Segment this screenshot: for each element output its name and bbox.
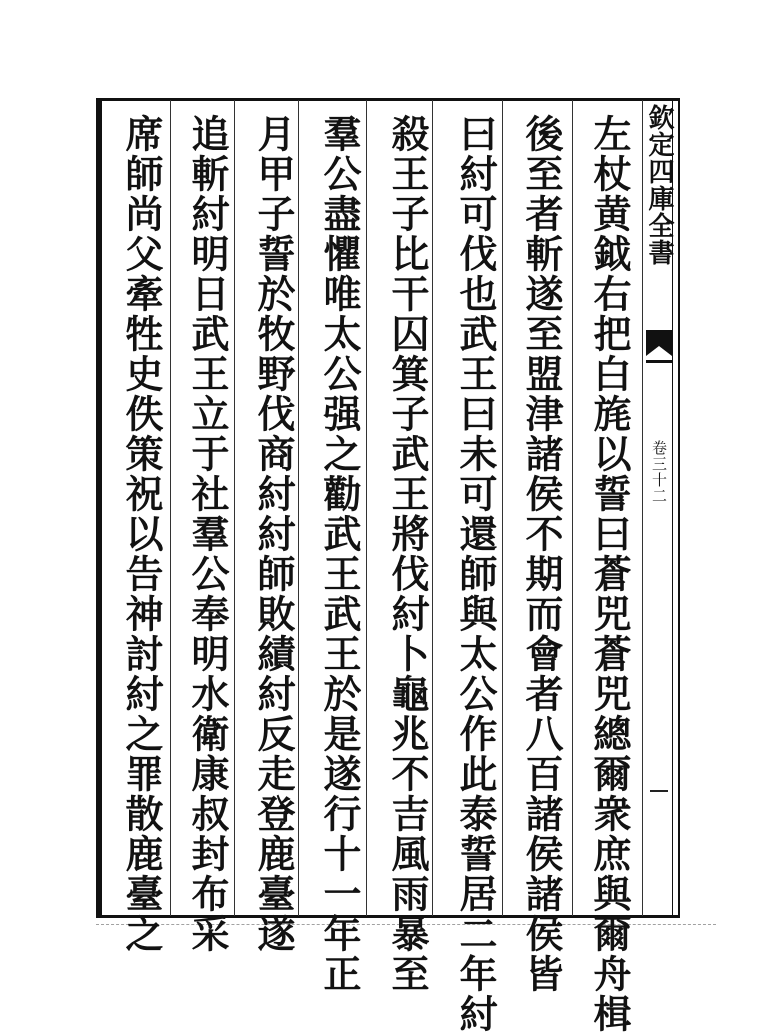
column-rule bbox=[572, 100, 573, 916]
column-rule bbox=[642, 100, 643, 916]
column-rule bbox=[432, 100, 433, 916]
column-rule bbox=[502, 100, 503, 916]
text-column-2: 後至者斬遂至盟津諸侯不期而會者八百諸侯諸侯皆 bbox=[519, 114, 564, 994]
text-column-8: 席師尚父牽牲史佚策祝以告神討紂之罪散鹿臺之 bbox=[119, 114, 164, 954]
text-column-3: 曰紂可伐也武王曰未可還師與太公作此泰誓居二年紂 bbox=[453, 114, 498, 1034]
book-title: 欽定四庫全書 bbox=[644, 104, 674, 266]
text-column-7: 追斬紂明日武王立于社羣公奉明水衛康叔封布采 bbox=[185, 114, 230, 954]
column-rule bbox=[366, 100, 367, 916]
text-column-1: 左杖黄鉞右把白旄以誓曰蒼兕蒼兕總爾衆庶與爾舟楫 bbox=[587, 114, 632, 1034]
text-column-4: 殺王子比干囚箕子武王將伐紂卜龜兆不吉風雨暴至 bbox=[385, 114, 430, 994]
column-rule bbox=[234, 100, 235, 916]
volume-label: 卷三十二 bbox=[650, 440, 668, 504]
fishtail-mark-icon bbox=[646, 330, 672, 370]
text-column-5: 羣公盡懼唯太公强之勸武王武王於是遂行十一年正 bbox=[317, 114, 362, 994]
column-rule bbox=[170, 100, 171, 916]
column-rule bbox=[298, 100, 299, 916]
fold-mark bbox=[650, 790, 668, 792]
text-column-6: 月甲子誓於牧野伐商紂紂師敗績紂反走登鹿臺遂 bbox=[251, 114, 296, 954]
